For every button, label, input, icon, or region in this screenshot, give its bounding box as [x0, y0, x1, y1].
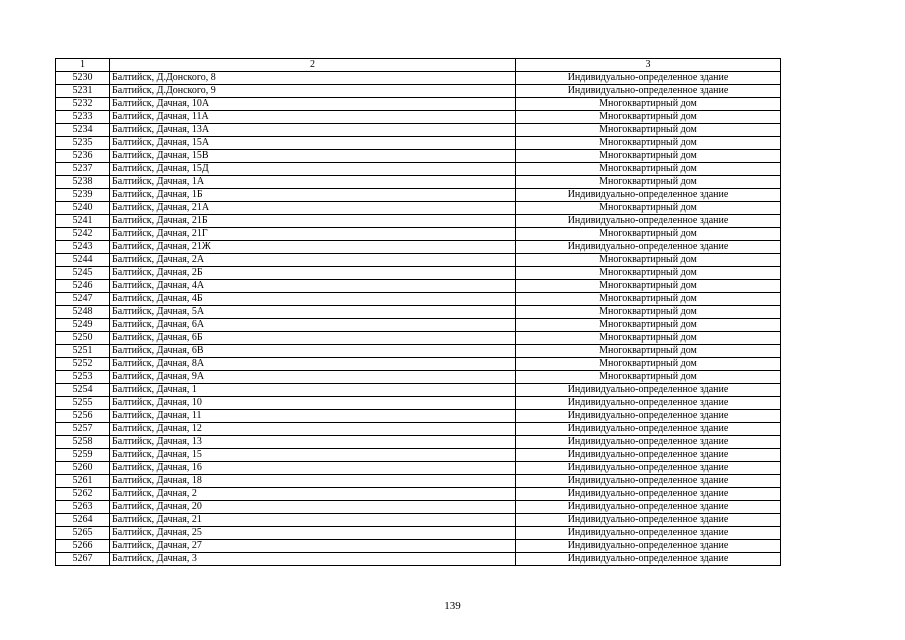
table-row [56, 384, 781, 397]
row-number-cell: 5244 [56, 254, 110, 267]
row-number-cell: 5247 [56, 293, 110, 306]
address-cell: Балтийск, Дачная, 5А [110, 306, 516, 319]
address-cell: Балтийск, Дачная, 3 [110, 553, 516, 566]
row-number-cell: 5233 [56, 111, 110, 124]
object-type-cell: Индивидуально-определенное здание [516, 527, 781, 540]
table-row [56, 72, 781, 85]
table-row [56, 163, 781, 176]
row-number-cell: 5249 [56, 319, 110, 332]
object-type-cell: Индивидуально-определенное здание [516, 384, 781, 397]
object-type-cell: Индивидуально-определенное здание [516, 488, 781, 501]
object-type-cell: Многоквартирный дом [516, 176, 781, 189]
address-cell: Балтийск, Дачная, 12 [110, 423, 516, 436]
table-row [56, 280, 781, 293]
object-type-cell: Многоквартирный дом [516, 202, 781, 215]
table-row [56, 98, 781, 111]
row-number-cell: 5264 [56, 514, 110, 527]
address-cell: Балтийск, Дачная, 13А [110, 124, 516, 137]
row-number-cell: 5242 [56, 228, 110, 241]
object-type-cell: Многоквартирный дом [516, 111, 781, 124]
column-header-number: 1 [56, 59, 110, 72]
address-cell: Балтийск, Дачная, 1А [110, 176, 516, 189]
row-number-cell: 5246 [56, 280, 110, 293]
page-number: 139 [444, 600, 461, 612]
table-row [56, 423, 781, 436]
row-number-cell: 5258 [56, 436, 110, 449]
address-cell: Балтийск, Дачная, 20 [110, 501, 516, 514]
object-type-cell: Индивидуально-определенное здание [516, 410, 781, 423]
address-cell: Балтийск, Дачная, 6В [110, 345, 516, 358]
row-number-cell: 5239 [56, 189, 110, 202]
address-cell: Балтийск, Дачная, 8А [110, 358, 516, 371]
row-number-cell: 5238 [56, 176, 110, 189]
object-type-cell: Многоквартирный дом [516, 254, 781, 267]
row-number-cell: 5267 [56, 553, 110, 566]
row-number-cell: 5255 [56, 397, 110, 410]
row-number-cell: 5243 [56, 241, 110, 254]
object-type-cell: Индивидуально-определенное здание [516, 436, 781, 449]
address-cell: Балтийск, Д.Донского, 8 [110, 72, 516, 85]
object-type-cell: Индивидуально-определенное здание [516, 501, 781, 514]
table-row [56, 189, 781, 202]
address-cell: Балтийск, Дачная, 21Ж [110, 241, 516, 254]
row-number-cell: 5234 [56, 124, 110, 137]
table-row [56, 514, 781, 527]
address-cell: Балтийск, Дачная, 11 [110, 410, 516, 423]
table-row [56, 254, 781, 267]
address-cell: Балтийск, Дачная, 13 [110, 436, 516, 449]
table-row [56, 267, 781, 280]
address-cell: Балтийск, Дачная, 18 [110, 475, 516, 488]
address-cell: Балтийск, Дачная, 21 [110, 514, 516, 527]
object-type-cell: Многоквартирный дом [516, 228, 781, 241]
address-cell: Балтийск, Д.Донского, 9 [110, 85, 516, 98]
registry-table [55, 58, 781, 566]
address-cell: Балтийск, Дачная, 25 [110, 527, 516, 540]
table-row [56, 436, 781, 449]
table-row [56, 137, 781, 150]
address-cell: Балтийск, Дачная, 6А [110, 319, 516, 332]
object-type-cell: Индивидуально-определенное здание [516, 423, 781, 436]
row-number-cell: 5248 [56, 306, 110, 319]
table-row [56, 176, 781, 189]
table-row [56, 306, 781, 319]
table-row [56, 111, 781, 124]
object-type-cell: Многоквартирный дом [516, 163, 781, 176]
table-row [56, 462, 781, 475]
object-type-cell: Индивидуально-определенное здание [516, 189, 781, 202]
object-type-cell: Многоквартирный дом [516, 319, 781, 332]
row-number-cell: 5237 [56, 163, 110, 176]
address-cell: Балтийск, Дачная, 15А [110, 137, 516, 150]
address-cell: Балтийск, Дачная, 11А [110, 111, 516, 124]
address-cell: Балтийск, Дачная, 4А [110, 280, 516, 293]
address-cell: Балтийск, Дачная, 21Г [110, 228, 516, 241]
table-row [56, 85, 781, 98]
address-cell: Балтийск, Дачная, 4Б [110, 293, 516, 306]
row-number-cell: 5232 [56, 98, 110, 111]
row-number-cell: 5236 [56, 150, 110, 163]
table-header-row [56, 59, 781, 72]
address-cell: Балтийск, Дачная, 16 [110, 462, 516, 475]
object-type-cell: Многоквартирный дом [516, 137, 781, 150]
table-row [56, 488, 781, 501]
address-cell: Балтийск, Дачная, 2 [110, 488, 516, 501]
object-type-cell: Индивидуально-определенное здание [516, 462, 781, 475]
row-number-cell: 5257 [56, 423, 110, 436]
address-cell: Балтийск, Дачная, 1Б [110, 189, 516, 202]
object-type-cell: Многоквартирный дом [516, 345, 781, 358]
table-row [56, 332, 781, 345]
object-type-cell: Индивидуально-определенное здание [516, 72, 781, 85]
column-header-type: 3 [516, 59, 781, 72]
object-type-cell: Индивидуально-определенное здание [516, 215, 781, 228]
table-row [56, 553, 781, 566]
object-type-cell: Многоквартирный дом [516, 332, 781, 345]
table-row [56, 150, 781, 163]
object-type-cell: Индивидуально-определенное здание [516, 397, 781, 410]
table-row [56, 410, 781, 423]
row-number-cell: 5263 [56, 501, 110, 514]
address-cell: Балтийск, Дачная, 1 [110, 384, 516, 397]
row-number-cell: 5262 [56, 488, 110, 501]
object-type-cell: Многоквартирный дом [516, 306, 781, 319]
object-type-cell: Многоквартирный дом [516, 293, 781, 306]
table-row [56, 228, 781, 241]
object-type-cell: Индивидуально-определенное здание [516, 553, 781, 566]
address-cell: Балтийск, Дачная, 15Д [110, 163, 516, 176]
table-row [56, 241, 781, 254]
table-row [56, 397, 781, 410]
row-number-cell: 5250 [56, 332, 110, 345]
row-number-cell: 5256 [56, 410, 110, 423]
row-number-cell: 5251 [56, 345, 110, 358]
row-number-cell: 5240 [56, 202, 110, 215]
row-number-cell: 5260 [56, 462, 110, 475]
row-number-cell: 5241 [56, 215, 110, 228]
address-cell: Балтийск, Дачная, 2Б [110, 267, 516, 280]
row-number-cell: 5230 [56, 72, 110, 85]
address-cell: Балтийск, Дачная, 9А [110, 371, 516, 384]
object-type-cell: Индивидуально-определенное здание [516, 241, 781, 254]
table-row [56, 215, 781, 228]
table-row [56, 527, 781, 540]
row-number-cell: 5259 [56, 449, 110, 462]
row-number-cell: 5254 [56, 384, 110, 397]
table-row [56, 319, 781, 332]
column-header-address: 2 [110, 59, 516, 72]
table-row [56, 358, 781, 371]
address-cell: Балтийск, Дачная, 6Б [110, 332, 516, 345]
object-type-cell: Многоквартирный дом [516, 150, 781, 163]
object-type-cell: Индивидуально-определенное здание [516, 449, 781, 462]
row-number-cell: 5235 [56, 137, 110, 150]
address-cell: Балтийск, Дачная, 10 [110, 397, 516, 410]
row-number-cell: 5253 [56, 371, 110, 384]
table-row [56, 293, 781, 306]
address-cell: Балтийск, Дачная, 21А [110, 202, 516, 215]
table-row [56, 202, 781, 215]
object-type-cell: Многоквартирный дом [516, 371, 781, 384]
table-row [56, 501, 781, 514]
table-row [56, 124, 781, 137]
object-type-cell: Индивидуально-определенное здание [516, 85, 781, 98]
address-cell: Балтийск, Дачная, 21Б [110, 215, 516, 228]
address-cell: Балтийск, Дачная, 2А [110, 254, 516, 267]
table-row [56, 475, 781, 488]
object-type-cell: Многоквартирный дом [516, 98, 781, 111]
object-type-cell: Индивидуально-определенное здание [516, 475, 781, 488]
table-row [56, 449, 781, 462]
object-type-cell: Индивидуально-определенное здание [516, 540, 781, 553]
object-type-cell: Многоквартирный дом [516, 124, 781, 137]
row-number-cell: 5252 [56, 358, 110, 371]
row-number-cell: 5245 [56, 267, 110, 280]
row-number-cell: 5261 [56, 475, 110, 488]
object-type-cell: Многоквартирный дом [516, 280, 781, 293]
object-type-cell: Многоквартирный дом [516, 358, 781, 371]
address-cell: Балтийск, Дачная, 15 [110, 449, 516, 462]
address-cell: Балтийск, Дачная, 27 [110, 540, 516, 553]
row-number-cell: 5266 [56, 540, 110, 553]
table-row [56, 371, 781, 384]
table-row [56, 345, 781, 358]
table-body [56, 72, 781, 566]
address-cell: Балтийск, Дачная, 15В [110, 150, 516, 163]
object-type-cell: Многоквартирный дом [516, 267, 781, 280]
object-type-cell: Индивидуально-определенное здание [516, 514, 781, 527]
address-cell: Балтийск, Дачная, 10А [110, 98, 516, 111]
table-row [56, 540, 781, 553]
row-number-cell: 5231 [56, 85, 110, 98]
row-number-cell: 5265 [56, 527, 110, 540]
